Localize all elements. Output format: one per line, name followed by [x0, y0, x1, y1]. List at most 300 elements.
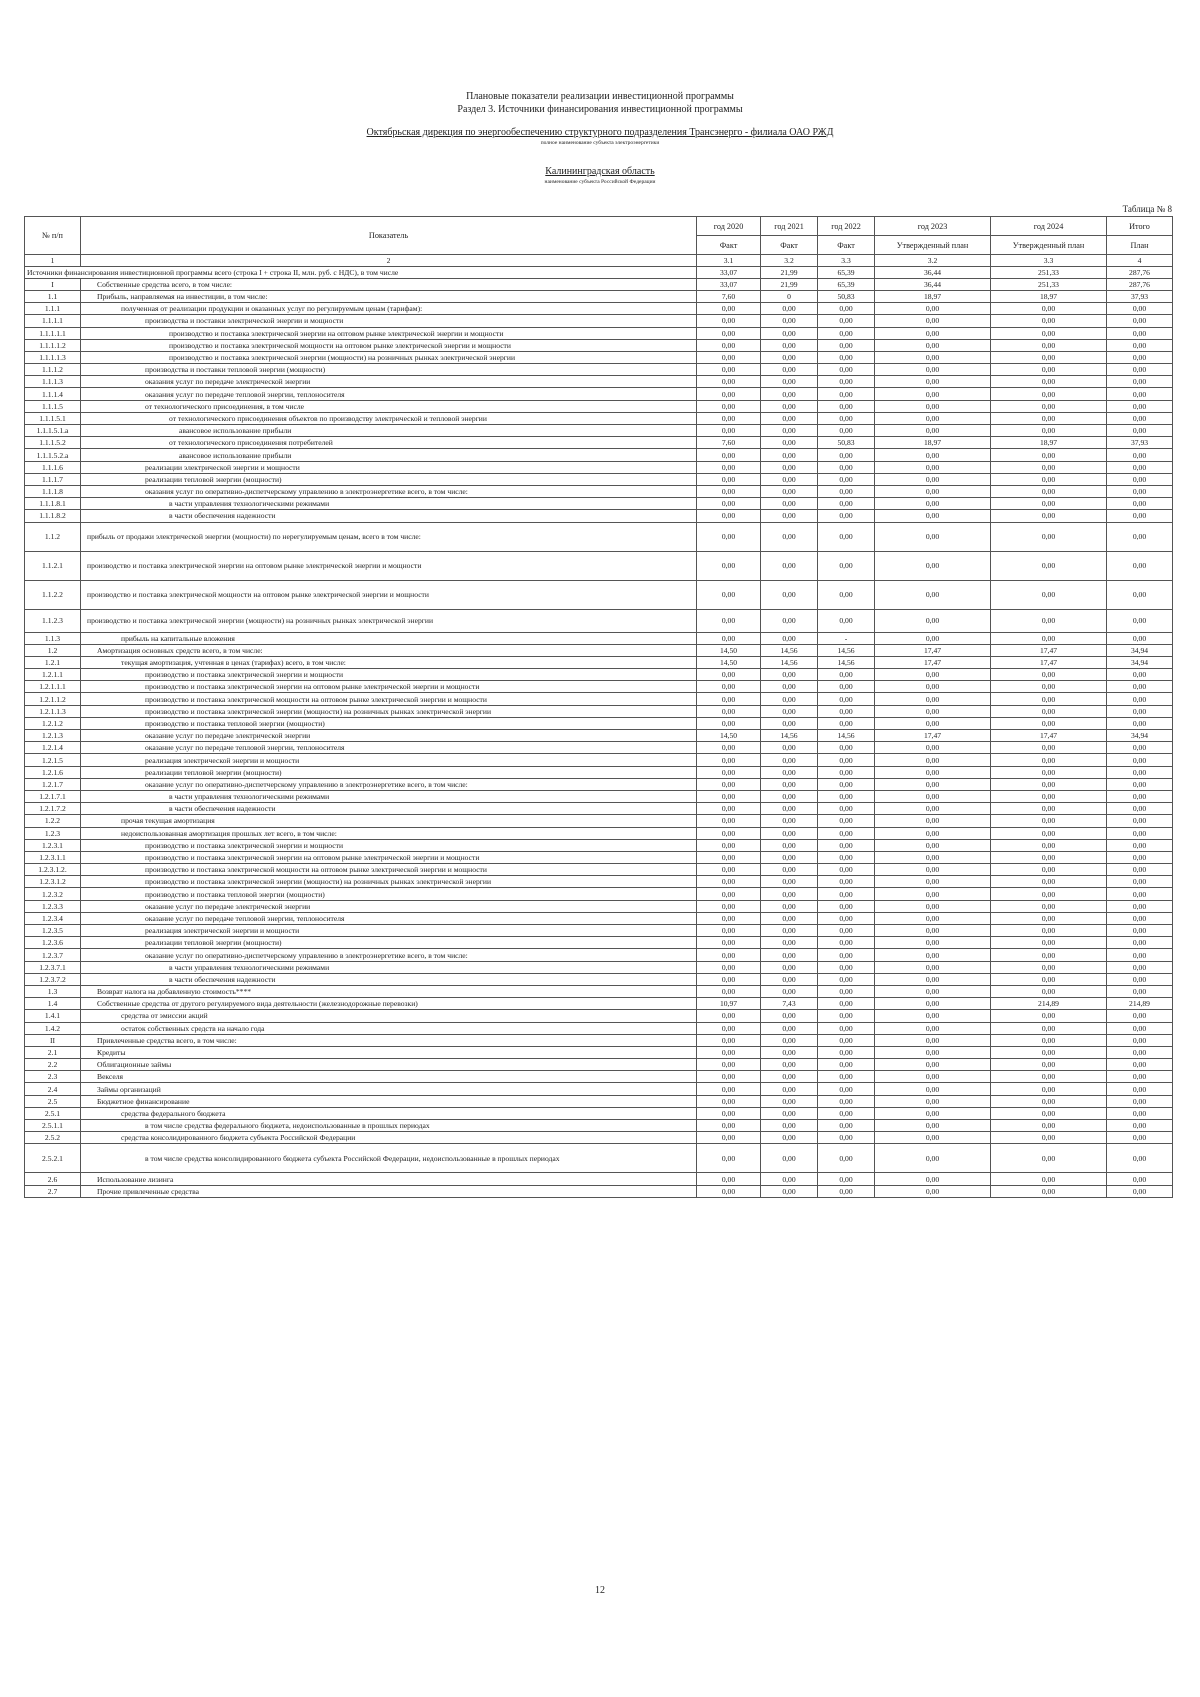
table-row: [25, 461, 1173, 473]
row-code: II: [25, 1034, 81, 1046]
row-value: 0,00: [1107, 1010, 1173, 1022]
row-value: 0,00: [818, 609, 875, 632]
table-row: [25, 290, 1173, 302]
row-value: 0,00: [1107, 985, 1173, 997]
row-value: 0,00: [1107, 1107, 1173, 1119]
row-value: 0,00: [1107, 461, 1173, 473]
row-value: 0,00: [991, 1107, 1107, 1119]
table-row: [25, 827, 1173, 839]
row-value: 0,00: [1107, 961, 1173, 973]
table-row: [25, 1034, 1173, 1046]
row-value: 0,00: [761, 1034, 818, 1046]
row-value: 0,00: [818, 912, 875, 924]
row-indicator: от технологического присоединения объектов по производству электрической и тепловой энергии: [81, 412, 697, 424]
row-value: 17,47: [991, 656, 1107, 668]
row-value: 0,00: [761, 669, 818, 681]
row-value: 17,47: [875, 644, 991, 656]
row-value: 0,00: [991, 827, 1107, 839]
row-code: 1.1: [25, 290, 81, 302]
row-value: 0,00: [1107, 510, 1173, 522]
row-indicator: Амортизация основных средств всего, в том числе:: [81, 644, 697, 656]
row-value: 36,44: [875, 278, 991, 290]
row-indicator: производство и поставка электрической энергии на оптовом рынке электрической энергии и мощности: [81, 327, 697, 339]
row-indicator: реализации тепловой энергии (мощности): [81, 473, 697, 485]
row-value: 0,00: [875, 351, 991, 363]
row-value: 0,00: [875, 1185, 991, 1197]
row-value: 0,00: [875, 551, 991, 580]
row-value: 0,00: [818, 1185, 875, 1197]
row-value: 65,39: [818, 278, 875, 290]
row-value: 0,00: [1107, 473, 1173, 485]
row-value: 214,89: [1107, 998, 1173, 1010]
row-indicator: в части обеспечения надежности: [81, 973, 697, 985]
row-value: 0,00: [1107, 1071, 1173, 1083]
row-code: 2.6: [25, 1173, 81, 1185]
row-value: 0,00: [875, 900, 991, 912]
row-value: 0,00: [697, 742, 761, 754]
row-value: 0,00: [697, 1144, 761, 1173]
row-value: 0,00: [875, 961, 991, 973]
document-title: Плановые показатели реализации инвестиционной программы: [466, 91, 734, 102]
table-body: [25, 255, 1173, 1198]
row-value: 0,00: [1107, 400, 1173, 412]
row-value: 0,00: [991, 303, 1107, 315]
row-value: 0,00: [875, 461, 991, 473]
row-code: 1.1.1.1.1: [25, 327, 81, 339]
row-value: 0,00: [991, 388, 1107, 400]
row-code: 1.2.1.4: [25, 742, 81, 754]
row-value: 0,00: [991, 912, 1107, 924]
row-value: 0,00: [875, 1046, 991, 1058]
table-row: [25, 949, 1173, 961]
row-value: 0,00: [697, 754, 761, 766]
row-value: 0,00: [818, 766, 875, 778]
row-value: 0,00: [697, 1010, 761, 1022]
table-row: [25, 925, 1173, 937]
row-value: 0,00: [761, 510, 818, 522]
row-code: 1.2.3.6: [25, 937, 81, 949]
row-value: 0,00: [991, 1120, 1107, 1132]
row-value: 0,00: [875, 473, 991, 485]
row-value: 0,00: [1107, 449, 1173, 461]
row-value: 0,00: [818, 327, 875, 339]
row-value: 0,00: [818, 485, 875, 497]
row-value: 0,00: [1107, 1022, 1173, 1034]
row-indicator: производство и поставка электрической мощности на оптовом рынке электрической энергии и мощности: [81, 864, 697, 876]
row-value: 0,00: [697, 949, 761, 961]
row-indicator: оказание услуг по передаче электрической энергии: [81, 900, 697, 912]
table-row: [25, 388, 1173, 400]
row-code: 1.1.1: [25, 303, 81, 315]
row-value: 0,00: [875, 1095, 991, 1107]
organization-name: Октябрьская дирекция по энергообеспечению структурного подразделения Трансэнерго - филиала ОАО РЖД: [366, 127, 834, 138]
row-value: 0,00: [991, 839, 1107, 851]
row-value: 0,00: [761, 1010, 818, 1022]
row-value: 0,00: [818, 315, 875, 327]
row-indicator: производства и поставки тепловой энергии (мощности): [81, 364, 697, 376]
row-value: 0,00: [761, 851, 818, 863]
row-indicator: Векселя: [81, 1071, 697, 1083]
row-value: 0,00: [761, 985, 818, 997]
row-value: 33,07: [697, 278, 761, 290]
row-indicator: производство и поставка электрической мощности на оптовом рынке электрической энергии и мощности: [81, 580, 697, 609]
row-value: 0,00: [875, 580, 991, 609]
table-row: [25, 364, 1173, 376]
row-indicator: производство и поставка электрической энергии (мощности) на розничных рынках электрической энергии: [81, 705, 697, 717]
row-value: 0,00: [697, 803, 761, 815]
table-row: [25, 266, 1173, 278]
row-indicator: от технологического присоединения, в том числе: [81, 400, 697, 412]
row-code: 1.3: [25, 985, 81, 997]
row-code: 1.1.1.8.2: [25, 510, 81, 522]
row-value: 0,00: [818, 388, 875, 400]
row-value: 0,00: [697, 1107, 761, 1119]
row-value: 0,00: [818, 351, 875, 363]
row-value: 0,00: [697, 961, 761, 973]
row-value: 0,00: [761, 1107, 818, 1119]
row-value: 0,00: [991, 815, 1107, 827]
table-row: [25, 376, 1173, 388]
header-year: год 2024: [991, 217, 1107, 236]
table-row: [25, 1107, 1173, 1119]
row-code: 1.4.2: [25, 1022, 81, 1034]
row-value: 0,00: [875, 1083, 991, 1095]
header-subtype: Утвержденный план: [991, 236, 1107, 255]
row-value: 14,50: [697, 730, 761, 742]
row-indicator: оказание услуг по оперативно-диспетчерскому управлению в электроэнергетике всего, в том числе:: [81, 949, 697, 961]
row-value: 0,00: [1107, 485, 1173, 497]
row-value: 0,00: [818, 461, 875, 473]
row-code: 1.2.1.1.1: [25, 681, 81, 693]
table-row: [25, 1022, 1173, 1034]
row-value: 0,00: [761, 973, 818, 985]
row-value: 0,00: [818, 498, 875, 510]
table-row: [25, 510, 1173, 522]
row-indicator: в части управления технологическими режимами: [81, 961, 697, 973]
row-indicator: Собственные средства всего, в том числе:: [81, 278, 697, 290]
row-value: 0,00: [818, 551, 875, 580]
page-number: 12: [595, 1585, 605, 1596]
table-row: [25, 437, 1173, 449]
row-value: 214,89: [991, 998, 1107, 1010]
row-value: 0,00: [761, 693, 818, 705]
row-indicator: авансовое использование прибыли: [81, 425, 697, 437]
row-code: 1.2.1: [25, 656, 81, 668]
row-value: 0,00: [818, 1034, 875, 1046]
row-value: 0,00: [991, 669, 1107, 681]
row-code: 1.2.3.7.1: [25, 961, 81, 973]
row-value: 287,76: [1107, 266, 1173, 278]
row-value: 0,00: [991, 693, 1107, 705]
row-value: 0,00: [991, 973, 1107, 985]
row-value: 0,00: [697, 485, 761, 497]
row-code: I: [25, 278, 81, 290]
row-value: 0,00: [818, 669, 875, 681]
row-code: 1.1.1.5.1.a: [25, 425, 81, 437]
row-value: 0,00: [818, 1010, 875, 1022]
row-indicator: производство и поставка электрической энергии (мощности) на розничных рынках электрической энергии: [81, 609, 697, 632]
row-value: 0,00: [1107, 1144, 1173, 1173]
row-value: 0,00: [697, 1173, 761, 1185]
row-code: 1.1.1.1.3: [25, 351, 81, 363]
row-value: 37,93: [1107, 290, 1173, 302]
row-value: 0,00: [761, 766, 818, 778]
row-value: 0,00: [697, 498, 761, 510]
row-value: 0,00: [1107, 742, 1173, 754]
row-value: 0,00: [761, 1120, 818, 1132]
row-value: 0,00: [818, 364, 875, 376]
row-indicator: производство и поставка электрической энергии и мощности: [81, 839, 697, 851]
table-row: [25, 609, 1173, 632]
row-value: 0,00: [761, 551, 818, 580]
row-value: 0,00: [875, 485, 991, 497]
row-value: 0: [761, 290, 818, 302]
table-row: [25, 339, 1173, 351]
row-value: 0,00: [697, 473, 761, 485]
row-value: 0,00: [991, 510, 1107, 522]
row-value: 0,00: [818, 1071, 875, 1083]
row-code: 1.2.3.5: [25, 925, 81, 937]
row-indicator: авансовое использование прибыли: [81, 449, 697, 461]
row-indicator: прочая текущая амортизация: [81, 815, 697, 827]
row-code: 2.2: [25, 1059, 81, 1071]
row-indicator: реализации тепловой энергии (мощности): [81, 766, 697, 778]
row-indicator: оказание услуг по передаче электрической энергии: [81, 730, 697, 742]
row-value: 0,00: [818, 949, 875, 961]
row-value: 14,56: [818, 656, 875, 668]
row-value: 0,00: [875, 827, 991, 839]
row-value: 0,00: [818, 998, 875, 1010]
row-value: 0,00: [761, 473, 818, 485]
table-number: Таблица № 8: [1122, 204, 1172, 214]
row-code: 1.2.3.7: [25, 949, 81, 961]
row-value: 0,00: [991, 925, 1107, 937]
row-value: 0,00: [697, 937, 761, 949]
row-value: 0,00: [1107, 851, 1173, 863]
row-value: 0,00: [991, 754, 1107, 766]
row-value: 0,00: [1107, 937, 1173, 949]
row-value: 0,00: [697, 376, 761, 388]
row-value: 0,00: [761, 803, 818, 815]
row-code: 1.1.1.4: [25, 388, 81, 400]
row-code: 1.1.2.1: [25, 551, 81, 580]
row-value: 0,00: [1107, 609, 1173, 632]
row-code: 1.1.1.8.1: [25, 498, 81, 510]
row-value: 0,00: [697, 925, 761, 937]
row-value: 0,00: [991, 949, 1107, 961]
row-indicator: в части обеспечения надежности: [81, 803, 697, 815]
row-value: 0,00: [761, 580, 818, 609]
row-value: 0,00: [1107, 803, 1173, 815]
row-value: 14,56: [818, 730, 875, 742]
table-row: [25, 315, 1173, 327]
table-row: [25, 998, 1173, 1010]
row-value: 0,00: [875, 632, 991, 644]
row-value: 0,00: [991, 376, 1107, 388]
row-value: 0,00: [697, 388, 761, 400]
row-value: 0,00: [761, 888, 818, 900]
table-row: [25, 1132, 1173, 1144]
row-value: 0,00: [875, 742, 991, 754]
row-indicator: производство и поставка тепловой энергии (мощности): [81, 888, 697, 900]
table-row: [25, 1059, 1173, 1071]
row-value: 7,60: [697, 437, 761, 449]
row-value: 0,00: [991, 985, 1107, 997]
row-value: 0,00: [818, 1022, 875, 1034]
row-value: 0,00: [991, 876, 1107, 888]
row-value: 0,00: [991, 705, 1107, 717]
row-value: 0,00: [761, 376, 818, 388]
row-value: 0,00: [818, 522, 875, 551]
row-value: 0,00: [761, 1022, 818, 1034]
row-value: 0,00: [761, 705, 818, 717]
row-value: 0,00: [875, 681, 991, 693]
row-indicator: производство и поставка электрической энергии на оптовом рынке электрической энергии и мощности: [81, 551, 697, 580]
row-value: 0,00: [761, 900, 818, 912]
row-code: 2.5.1.1: [25, 1120, 81, 1132]
column-number: 3.3: [818, 255, 875, 267]
row-value: 21,99: [761, 266, 818, 278]
row-value: 0,00: [1107, 364, 1173, 376]
row-code: 1.2.2: [25, 815, 81, 827]
row-code: 1.1.1.2: [25, 364, 81, 376]
row-value: 18,97: [875, 437, 991, 449]
header-row-number: № п/п: [25, 217, 81, 255]
row-value: 0,00: [697, 580, 761, 609]
row-value: 0,00: [1107, 839, 1173, 851]
row-code: 2.5: [25, 1095, 81, 1107]
row-indicator: Возврат налога на добавленную стоимость****: [81, 985, 697, 997]
row-value: 14,56: [761, 644, 818, 656]
row-value: 0,00: [761, 864, 818, 876]
row-value: 0,00: [818, 827, 875, 839]
row-value: 14,56: [761, 656, 818, 668]
row-value: 0,00: [875, 1173, 991, 1185]
column-number: 3.3: [991, 255, 1107, 267]
row-indicator: производство и поставка электрической энергии и мощности: [81, 669, 697, 681]
row-value: 0,00: [697, 425, 761, 437]
header-subtype: Факт: [697, 236, 761, 255]
row-value: 0,00: [875, 876, 991, 888]
row-value: 0,00: [818, 839, 875, 851]
row-indicator: недоиспользованная амортизация прошлых лет всего, в том числе:: [81, 827, 697, 839]
row-indicator: оказания услуг по передаче электрической энергии: [81, 376, 697, 388]
row-value: 0,00: [1107, 717, 1173, 729]
row-value: 0,00: [1107, 412, 1173, 424]
row-value: 14,50: [697, 644, 761, 656]
row-value: 0,00: [818, 803, 875, 815]
row-value: 0,00: [818, 1107, 875, 1119]
row-value: 0,00: [991, 864, 1107, 876]
row-value: 7,43: [761, 998, 818, 1010]
table-row: [25, 973, 1173, 985]
row-value: 0,00: [697, 412, 761, 424]
row-code: 1.2.1.2: [25, 717, 81, 729]
header-subtype: План: [1107, 236, 1173, 255]
row-value: 0,00: [991, 412, 1107, 424]
row-code: 1.1.1.5: [25, 400, 81, 412]
row-value: 0,00: [875, 1022, 991, 1034]
row-value: 0,00: [875, 790, 991, 802]
row-indicator: оказания услуг по передаче тепловой энергии, теплоносителя: [81, 388, 697, 400]
row-value: 0,00: [761, 1046, 818, 1058]
row-value: 0,00: [818, 412, 875, 424]
table-row: [25, 485, 1173, 497]
table-row: [25, 717, 1173, 729]
row-indicator: реализации электрической энергии и мощности: [81, 461, 697, 473]
row-value: 0,00: [818, 925, 875, 937]
row-value: 0,00: [991, 1010, 1107, 1022]
row-value: 0,00: [875, 839, 991, 851]
header-subtype: Утвержденный план: [875, 236, 991, 255]
row-code: 1.1.1.1: [25, 315, 81, 327]
row-code: 1.2.1.5: [25, 754, 81, 766]
row-indicator: Бюджетное финансирование: [81, 1095, 697, 1107]
row-value: 0,00: [818, 1120, 875, 1132]
row-value: 0,00: [991, 580, 1107, 609]
row-indicator: оказание услуг по передаче тепловой энергии, теплоносителя: [81, 742, 697, 754]
row-value: 0,00: [818, 303, 875, 315]
row-value: 0,00: [1107, 351, 1173, 363]
row-code: 1.4.1: [25, 1010, 81, 1022]
row-indicator: производство и поставка электрической энергии (мощности) на розничных рынках электрической энергии: [81, 876, 697, 888]
row-value: 0,00: [991, 1046, 1107, 1058]
row-value: 0,00: [1107, 580, 1173, 609]
row-value: 0,00: [875, 412, 991, 424]
row-value: 0,00: [991, 900, 1107, 912]
row-value: 0,00: [761, 437, 818, 449]
row-code: 2.5.1: [25, 1107, 81, 1119]
row-value: 0,00: [818, 900, 875, 912]
row-value: 0,00: [761, 412, 818, 424]
row-value: 0,00: [1107, 498, 1173, 510]
row-value: 0,00: [1107, 681, 1173, 693]
row-code: 2.1: [25, 1046, 81, 1058]
row-value: 0,00: [818, 864, 875, 876]
row-value: 0,00: [761, 364, 818, 376]
row-value: 0,00: [697, 1034, 761, 1046]
row-indicator: в части управления технологическими режимами: [81, 790, 697, 802]
row-value: 0,00: [818, 876, 875, 888]
row-value: 0,00: [818, 705, 875, 717]
row-value: 0,00: [761, 681, 818, 693]
table-row: [25, 815, 1173, 827]
row-value: 0,00: [697, 705, 761, 717]
row-value: 0,00: [991, 449, 1107, 461]
table-row: [25, 705, 1173, 717]
row-value: 0,00: [875, 315, 991, 327]
row-value: 0,00: [818, 1046, 875, 1058]
row-indicator: оказание услуг по оперативно-диспетчерскому управлению в электроэнергетике всего, в том числе:: [81, 778, 697, 790]
row-indicator: в части управления технологическими режимами: [81, 498, 697, 510]
row-value: 0,00: [761, 632, 818, 644]
row-value: 0,00: [875, 778, 991, 790]
row-value: 0,00: [761, 303, 818, 315]
row-value: 0,00: [875, 1107, 991, 1119]
document-subtitle: Раздел 3. Источники финансирования инвестиционной программы: [457, 104, 743, 115]
row-value: 36,44: [875, 266, 991, 278]
row-code: 1.2.3.2: [25, 888, 81, 900]
row-value: 0,00: [761, 1071, 818, 1083]
row-indicator: в том числе средства федерального бюджета, недоиспользованные в прошлых периодах: [81, 1120, 697, 1132]
row-value: 0,00: [697, 1046, 761, 1058]
row-value: 0,00: [697, 351, 761, 363]
row-value: 0,00: [697, 551, 761, 580]
row-value: 0,00: [818, 754, 875, 766]
row-indicator: оказание услуг по передаче тепловой энергии, теплоносителя: [81, 912, 697, 924]
row-value: 17,47: [875, 730, 991, 742]
row-value: 7,60: [697, 290, 761, 302]
